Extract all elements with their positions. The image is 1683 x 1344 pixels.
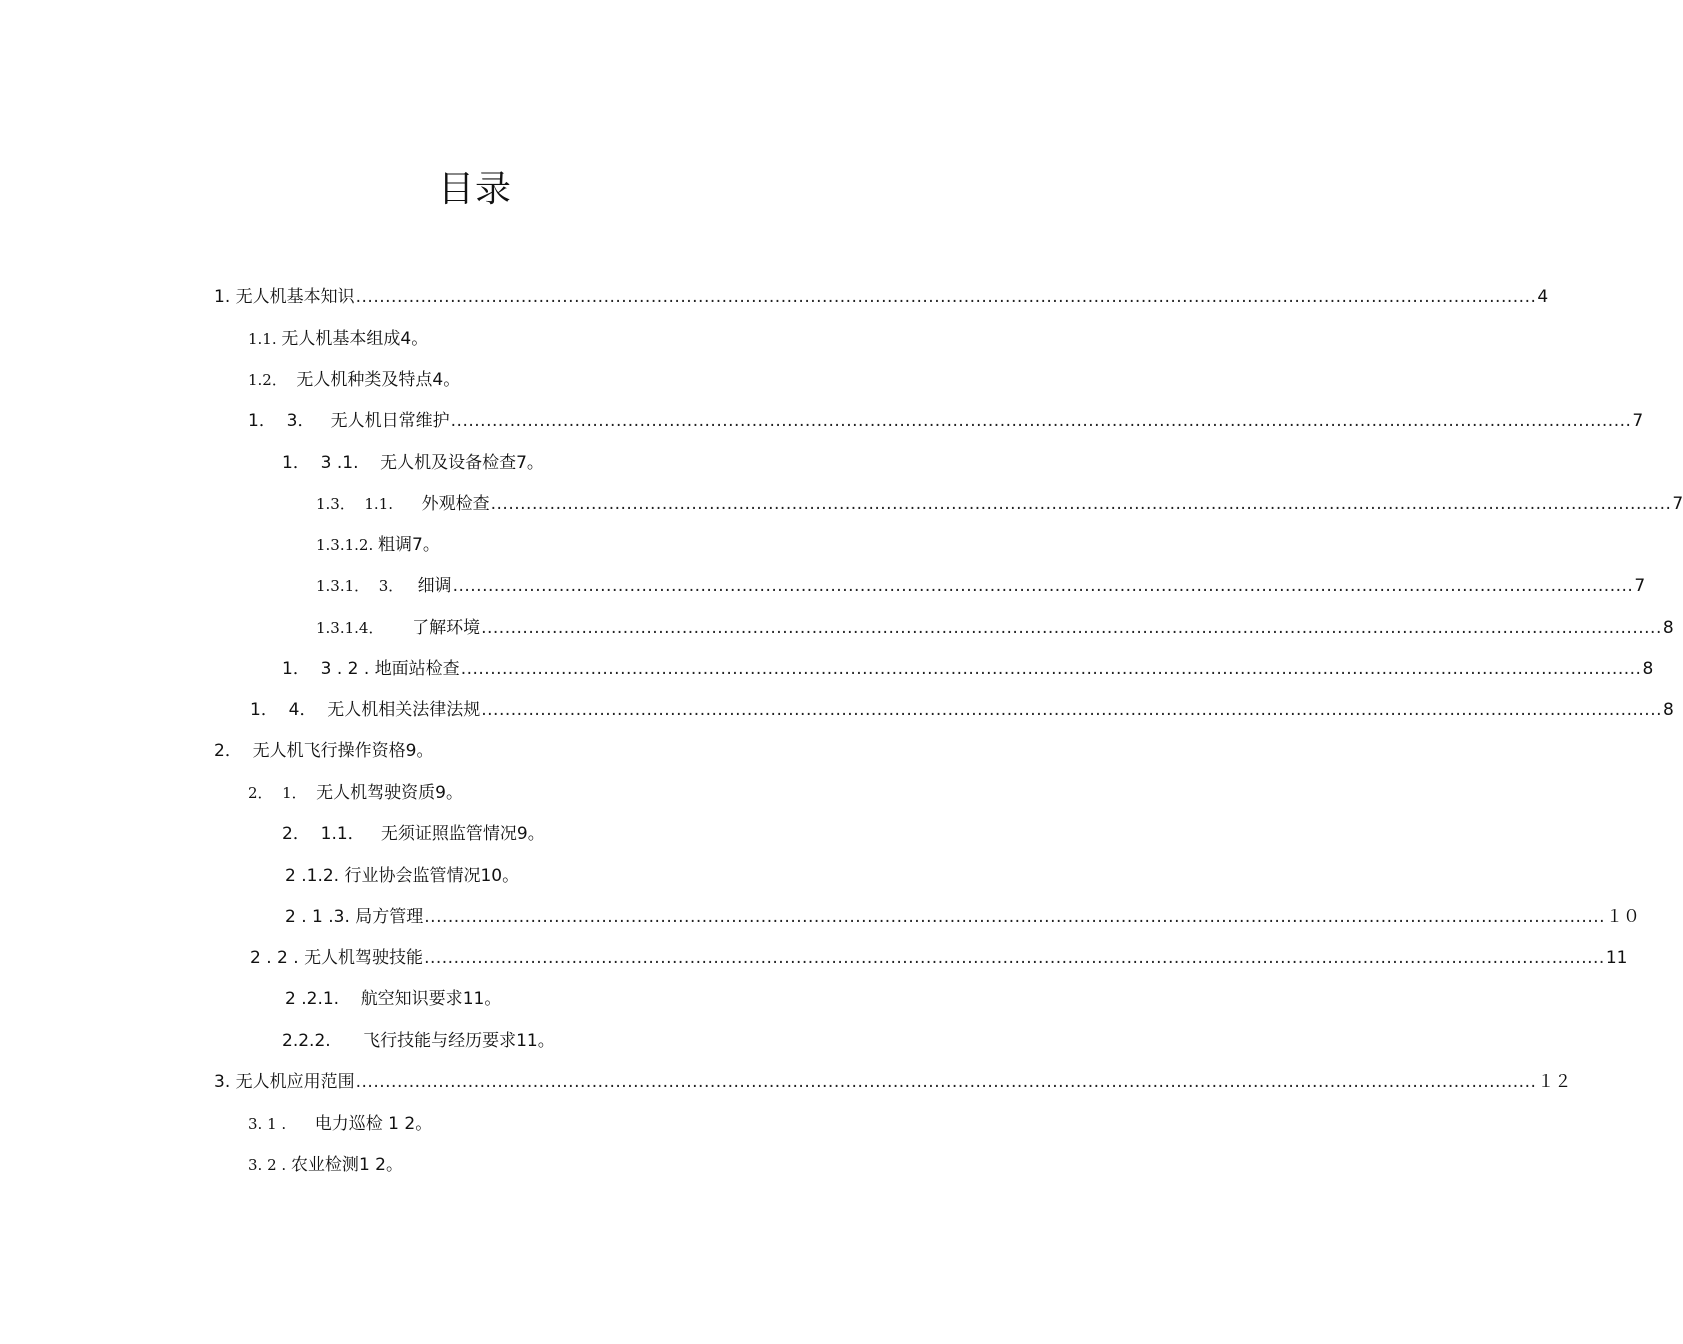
toc-entry-page: 11 <box>1605 948 1628 968</box>
toc-entry-number: 1． 3 .1. <box>282 453 381 473</box>
toc-entry-text: 外观检查 <box>421 494 490 514</box>
toc-entry-1-2[interactable] <box>248 366 460 394</box>
toc-entry-page: 1 2。 <box>358 1155 403 1175</box>
toc-entry-page: １０ <box>1606 907 1641 927</box>
toc-entry-1-3-1-4[interactable] <box>316 614 1674 642</box>
toc-title: 目录 <box>437 169 512 210</box>
toc-entry-1-3[interactable] <box>248 407 1644 435</box>
toc-entry-1-3-1-2[interactable] <box>316 531 440 559</box>
toc-entry-page: 7 <box>1632 411 1644 431</box>
toc-entry-number: 1.2． <box>248 371 297 389</box>
dot-leader: ........................................................................................................................................................................................................ <box>355 287 1537 307</box>
toc-entry-page: 9。 <box>405 741 434 761</box>
toc-entry-text: 无须证照监管情况 <box>380 824 517 844</box>
toc-entry-number: 2.2.2. <box>282 1031 364 1051</box>
toc-entry-text: 局方管理 <box>355 907 424 927</box>
toc-entry-1[interactable] <box>214 283 1549 311</box>
toc-entry-1-1[interactable] <box>248 325 428 353</box>
toc-entry-number: 3. 1 . <box>248 1115 315 1133</box>
toc-entry-number: 1.3.1． 3． <box>316 577 418 595</box>
toc-entry-number: 1． 4． <box>250 700 328 720</box>
toc-entry-text: 无人机日常维护 <box>330 411 450 431</box>
toc-entry-page: 7 <box>1672 494 1683 514</box>
toc-entry-text: 了解环境 <box>412 618 481 638</box>
toc-entry-number: 1． 3． <box>248 411 331 431</box>
toc-entry-text: 地面站检查 <box>374 659 460 679</box>
toc-entry-2-1[interactable] <box>248 779 463 807</box>
toc-entry-number: 2 . 2 . <box>250 948 305 968</box>
dot-leader: ........................................................................................................................................................................................................ <box>355 1072 1537 1092</box>
toc-entry-text: 无人机基本组成 <box>281 329 401 349</box>
toc-entry-2-2[interactable] <box>250 944 1628 972</box>
toc-entry-number: 2 .2.1. <box>285 989 361 1009</box>
dot-leader: ........................................................................................................................................................................................................ <box>452 576 1634 596</box>
toc-entry-text: 农业检测 <box>290 1155 359 1175</box>
toc-entry-1-3-2[interactable] <box>282 655 1654 683</box>
toc-entry-page: 4 <box>1537 287 1549 307</box>
toc-entry-text: 粗调 <box>378 535 413 555</box>
toc-entry-2-1-3[interactable] <box>285 903 1641 931</box>
dot-leader: ........................................................................................................................................................................................................ <box>490 494 1672 514</box>
toc-entry-text: 无人机及设备检查 <box>380 453 517 473</box>
toc-entry-1-3-1[interactable] <box>282 449 544 477</box>
toc-entry-number: 2 . 1 .3. <box>285 907 356 927</box>
dot-leader: ........................................................................................................................................................................................................ <box>424 907 1606 927</box>
toc-entry-text: 电力巡检 <box>314 1114 383 1134</box>
toc-entry-2[interactable] <box>214 737 433 765</box>
toc-entry-page: 8 <box>1642 659 1654 679</box>
toc-entry-1-3-1-1[interactable] <box>316 490 1683 518</box>
toc-entry-text: 无人机驾驶资质 <box>316 783 436 803</box>
toc-entry-number: 1． 3 . 2 . <box>282 659 375 679</box>
toc-entry-3-2[interactable] <box>248 1151 403 1179</box>
toc-entry-3[interactable] <box>214 1068 1572 1096</box>
toc-entry-number: 3. 2 . <box>248 1156 291 1174</box>
toc-entry-3-1[interactable] <box>248 1110 432 1138</box>
toc-entry-page: 4。 <box>432 370 461 390</box>
dot-leader: ........................................................................................................................................................................................................ <box>481 618 1662 638</box>
toc-entry-text: 细调 <box>417 576 452 596</box>
toc-entry-page: 11。 <box>516 1031 555 1051</box>
dot-leader: ........................................................................................................................................................................................................ <box>481 700 1663 720</box>
toc-entry-2-1-1[interactable] <box>282 820 545 848</box>
toc-entry-2-2-2[interactable] <box>282 1027 555 1055</box>
dot-leader: ........................................................................................................................................................................................................ <box>450 411 1632 431</box>
toc-entry-text: 无人机驾驶技能 <box>304 948 424 968</box>
toc-entry-number: 1.3.1.4． <box>316 619 413 637</box>
toc-entry-page: 11。 <box>462 989 502 1009</box>
toc-entry-text: 无人机基本知识 <box>235 287 355 307</box>
toc-entry-page: 1 2。 <box>382 1114 433 1134</box>
toc-entry-text: 无人机相关法律法规 <box>327 700 481 720</box>
toc-entry-number: 2 .1.2. <box>285 866 345 886</box>
toc-entry-1-4[interactable] <box>250 696 1674 724</box>
toc-entry-page: 7。 <box>412 535 440 555</box>
dot-leader: ........................................................................................................................................................................................................ <box>460 659 1642 679</box>
toc-entry-text: 无人机应用范围 <box>235 1072 355 1092</box>
toc-entry-number: 1.3． 1.1. <box>316 495 422 513</box>
toc-entry-text: 无人机种类及特点 <box>296 370 433 390</box>
toc-entry-2-2-1[interactable] <box>285 985 501 1013</box>
toc-entry-number: 2． 1． <box>248 784 317 802</box>
toc-entry-number: 2． <box>214 741 253 761</box>
toc-entry-page: 9。 <box>516 824 545 844</box>
toc-entry-number: 2． 1.1． <box>282 824 381 844</box>
toc-entry-text: 航空知识要求 <box>360 989 463 1009</box>
toc-entry-page: 4。 <box>400 329 429 349</box>
toc-entry-text: 无人机飞行操作资格 <box>252 741 406 761</box>
toc-entry-2-1-2[interactable] <box>285 862 519 890</box>
toc-entry-page: 9。 <box>435 783 463 803</box>
toc-entry-number: 1.3.1.2. <box>316 536 379 554</box>
toc-entry-1-3-1-3[interactable] <box>316 572 1646 600</box>
toc-entry-number: 3. <box>214 1072 236 1092</box>
toc-entry-text: 行业协会监管情况 <box>344 866 481 886</box>
toc-entry-number: 1. <box>214 287 236 307</box>
toc-entry-page: １２ <box>1537 1072 1572 1092</box>
toc-entry-page: 10。 <box>480 866 520 886</box>
toc-entry-page: 7。 <box>516 453 544 473</box>
toc-entry-page: 7 <box>1634 576 1646 596</box>
toc-entry-page: 8 <box>1662 618 1674 638</box>
toc-entry-page: 8 <box>1663 700 1674 720</box>
toc-entry-text: 飞行技能与经历要求 <box>363 1031 517 1051</box>
dot-leader: ........................................................................................................................................................................................................ <box>424 948 1605 968</box>
toc-entry-number: 1.1. <box>248 330 282 348</box>
